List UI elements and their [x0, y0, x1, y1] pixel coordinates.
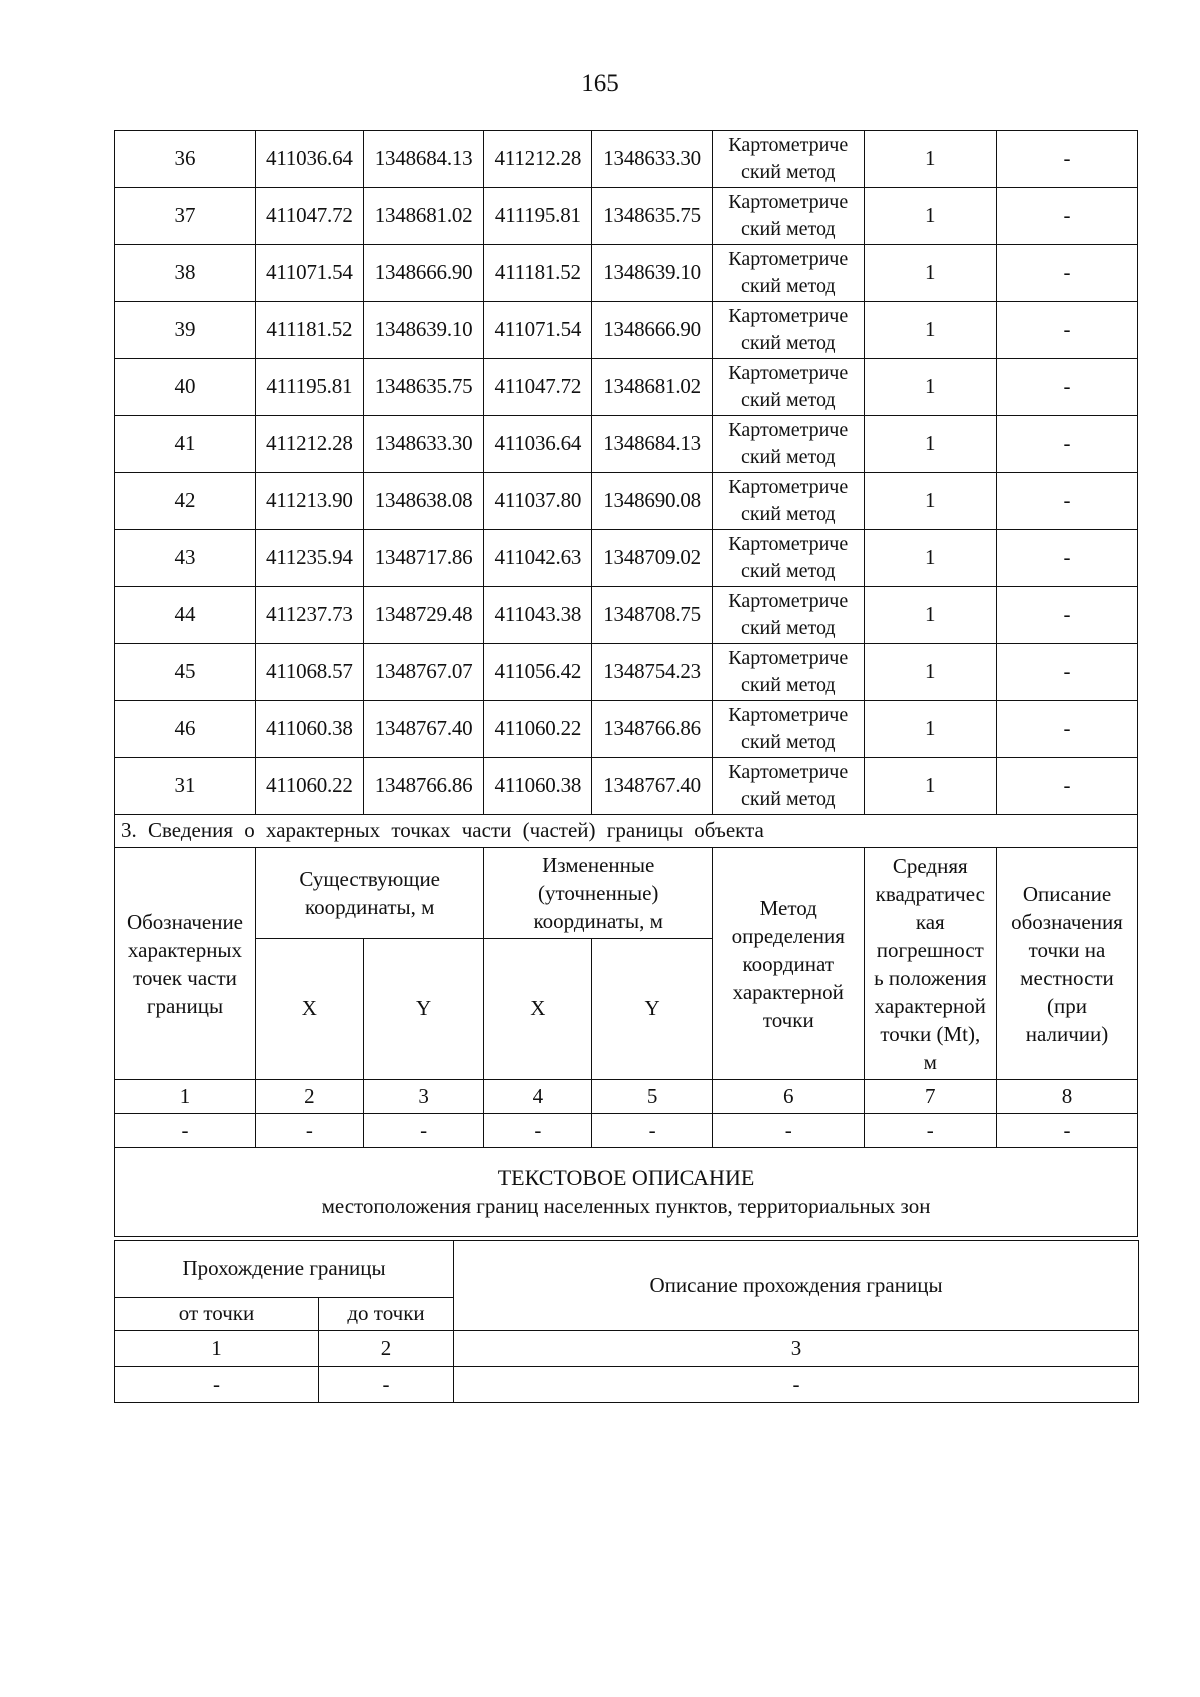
existing-x-cell: 411237.73	[255, 587, 363, 644]
changed-y-cell: 1348635.75	[592, 188, 713, 245]
existing-x-cell: 411213.90	[255, 473, 363, 530]
empty-cell: -	[255, 1114, 363, 1148]
table-row	[115, 473, 1138, 530]
header-boundary-description: Описание прохождения границы	[454, 1241, 1139, 1331]
header-boundary-passage: Прохождение границы	[115, 1241, 454, 1298]
empty-cell: -	[319, 1367, 454, 1403]
table-row	[115, 188, 1138, 245]
existing-x-cell: 411195.81	[255, 359, 363, 416]
existing-y-cell: 1348729.48	[363, 587, 484, 644]
point-description-cell: -	[996, 473, 1137, 530]
method-cell: Картометриче ский метод	[712, 530, 864, 587]
method-cell: Картометриче ский метод	[712, 758, 864, 815]
text-description-subtitle: местоположения границ населенных пунктов, территориальных зон	[321, 1194, 931, 1218]
point-description-cell: -	[996, 758, 1137, 815]
existing-y-cell: 1348666.90	[363, 245, 484, 302]
method-cell: Картометриче ский метод	[712, 416, 864, 473]
existing-y-cell: 1348717.86	[363, 530, 484, 587]
empty-cell: -	[864, 1114, 996, 1148]
empty-cell: -	[363, 1114, 484, 1148]
point-description-cell: -	[996, 530, 1137, 587]
table-row	[115, 302, 1138, 359]
header-method: Метод определения координат характерной точки	[712, 848, 864, 1080]
changed-y-cell: 1348639.10	[592, 245, 713, 302]
existing-x-cell: 411068.57	[255, 644, 363, 701]
column-number: 3	[454, 1331, 1139, 1367]
method-cell: Картометриче ский метод	[712, 644, 864, 701]
existing-y-cell: 1348639.10	[363, 302, 484, 359]
existing-x-cell: 411235.94	[255, 530, 363, 587]
existing-y-cell: 1348766.86	[363, 758, 484, 815]
mean-error-cell: 1	[864, 758, 996, 815]
changed-x-cell: 411060.38	[484, 758, 592, 815]
point-number-cell: 40	[115, 359, 256, 416]
changed-y-cell: 1348690.08	[592, 473, 713, 530]
changed-y-cell: 1348709.02	[592, 530, 713, 587]
existing-x-cell: 411047.72	[255, 188, 363, 245]
point-description-cell: -	[996, 245, 1137, 302]
changed-x-cell: 411195.81	[484, 188, 592, 245]
point-number-cell: 37	[115, 188, 256, 245]
header-existing-x: X	[255, 939, 363, 1080]
point-description-cell: -	[996, 701, 1137, 758]
point-description-cell: -	[996, 188, 1137, 245]
mean-error-cell: 1	[864, 359, 996, 416]
mean-error-cell: 1	[864, 530, 996, 587]
header-designation: Обозначение характерных точек части границы	[115, 848, 256, 1080]
changed-y-cell: 1348767.40	[592, 758, 713, 815]
column-number: 5	[592, 1080, 713, 1114]
point-number-cell: 39	[115, 302, 256, 359]
changed-y-cell: 1348666.90	[592, 302, 713, 359]
mean-error-cell: 1	[864, 644, 996, 701]
table-row	[115, 701, 1138, 758]
changed-y-cell: 1348766.86	[592, 701, 713, 758]
column-number: 1	[115, 1080, 256, 1114]
table-row	[115, 644, 1138, 701]
empty-cell: -	[996, 1114, 1137, 1148]
text-description-heading	[115, 1148, 1138, 1237]
coordinates-table	[114, 130, 1138, 1237]
empty-cell: -	[592, 1114, 713, 1148]
column-number: 7	[864, 1080, 996, 1114]
point-number-cell: 41	[115, 416, 256, 473]
mean-error-cell: 1	[864, 701, 996, 758]
changed-y-cell: 1348754.23	[592, 644, 713, 701]
existing-y-cell: 1348767.07	[363, 644, 484, 701]
column-number: 3	[363, 1080, 484, 1114]
table-row	[115, 758, 1138, 815]
changed-y-cell: 1348684.13	[592, 416, 713, 473]
existing-x-cell: 411181.52	[255, 302, 363, 359]
method-cell: Картометриче ский метод	[712, 188, 864, 245]
method-cell: Картометриче ский метод	[712, 245, 864, 302]
header-from-point: от точки	[115, 1298, 319, 1331]
changed-y-cell: 1348708.75	[592, 587, 713, 644]
mean-error-cell: 1	[864, 188, 996, 245]
header-existing-y: Y	[363, 939, 484, 1080]
changed-x-cell: 411071.54	[484, 302, 592, 359]
boundary-passage-table	[114, 1240, 1139, 1403]
table-row	[115, 587, 1138, 644]
empty-cell: -	[712, 1114, 864, 1148]
table-row	[115, 359, 1138, 416]
point-number-cell: 44	[115, 587, 256, 644]
existing-y-cell: 1348681.02	[363, 188, 484, 245]
existing-x-cell: 411071.54	[255, 245, 363, 302]
column-number: 8	[996, 1080, 1137, 1114]
changed-x-cell: 411060.22	[484, 701, 592, 758]
column-number: 2	[255, 1080, 363, 1114]
text-description-title: ТЕКСТОВОЕ ОПИСАНИЕ	[497, 1165, 755, 1190]
mean-error-cell: 1	[864, 245, 996, 302]
point-description-cell: -	[996, 587, 1137, 644]
changed-x-cell: 411181.52	[484, 245, 592, 302]
column-number: 1	[115, 1331, 319, 1367]
existing-y-cell: 1348767.40	[363, 701, 484, 758]
empty-cell: -	[484, 1114, 592, 1148]
header-mean-error: Средняя квадратичес кая погрешност ь положения характерной точки (Mt), м	[864, 848, 996, 1080]
header-changed-y: Y	[592, 939, 713, 1080]
column-number: 2	[319, 1331, 454, 1367]
method-cell: Картометриче ский метод	[712, 302, 864, 359]
changed-y-cell: 1348633.30	[592, 131, 713, 188]
point-number-cell: 46	[115, 701, 256, 758]
existing-x-cell: 411036.64	[255, 131, 363, 188]
method-cell: Картометриче ский метод	[712, 587, 864, 644]
method-cell: Картометриче ский метод	[712, 359, 864, 416]
empty-cell: -	[454, 1367, 1139, 1403]
header-to-point: до точки	[319, 1298, 454, 1331]
column-number: 4	[484, 1080, 592, 1114]
empty-cell: -	[115, 1367, 319, 1403]
existing-x-cell: 411060.22	[255, 758, 363, 815]
point-number-cell: 36	[115, 131, 256, 188]
existing-x-cell: 411060.38	[255, 701, 363, 758]
changed-x-cell: 411036.64	[484, 416, 592, 473]
changed-x-cell: 411047.72	[484, 359, 592, 416]
point-number-cell: 38	[115, 245, 256, 302]
point-description-cell: -	[996, 644, 1137, 701]
header-changed-x: X	[484, 939, 592, 1080]
table-row	[115, 416, 1138, 473]
table-row	[115, 245, 1138, 302]
header-point-description: Описание обозначения точки на местности (при наличии)	[996, 848, 1137, 1080]
point-number-cell: 42	[115, 473, 256, 530]
existing-x-cell: 411212.28	[255, 416, 363, 473]
mean-error-cell: 1	[864, 473, 996, 530]
method-cell: Картометриче ский метод	[712, 473, 864, 530]
existing-y-cell: 1348633.30	[363, 416, 484, 473]
section-3-title: 3. Сведения о характерных точках части (частей) границы объекта	[115, 815, 1138, 848]
method-cell: Картометриче ский метод	[712, 131, 864, 188]
point-description-cell: -	[996, 359, 1137, 416]
changed-x-cell: 411042.63	[484, 530, 592, 587]
changed-x-cell: 411212.28	[484, 131, 592, 188]
table-row	[115, 131, 1138, 188]
existing-y-cell: 1348638.08	[363, 473, 484, 530]
point-number-cell: 31	[115, 758, 256, 815]
changed-x-cell: 411037.80	[484, 473, 592, 530]
changed-x-cell: 411056.42	[484, 644, 592, 701]
header-changed-coordinates: Измененные (уточненные) координаты, м	[484, 848, 713, 939]
existing-y-cell: 1348684.13	[363, 131, 484, 188]
mean-error-cell: 1	[864, 302, 996, 359]
page-number: 165	[581, 70, 619, 97]
empty-cell: -	[115, 1114, 256, 1148]
method-cell: Картометриче ский метод	[712, 701, 864, 758]
mean-error-cell: 1	[864, 416, 996, 473]
mean-error-cell: 1	[864, 587, 996, 644]
changed-y-cell: 1348681.02	[592, 359, 713, 416]
point-description-cell: -	[996, 416, 1137, 473]
header-existing-coordinates: Существующие координаты, м	[255, 848, 484, 939]
point-number-cell: 45	[115, 644, 256, 701]
mean-error-cell: 1	[864, 131, 996, 188]
table-row	[115, 530, 1138, 587]
existing-y-cell: 1348635.75	[363, 359, 484, 416]
point-description-cell: -	[996, 131, 1137, 188]
point-number-cell: 43	[115, 530, 256, 587]
changed-x-cell: 411043.38	[484, 587, 592, 644]
column-number: 6	[712, 1080, 864, 1114]
point-description-cell: -	[996, 302, 1137, 359]
